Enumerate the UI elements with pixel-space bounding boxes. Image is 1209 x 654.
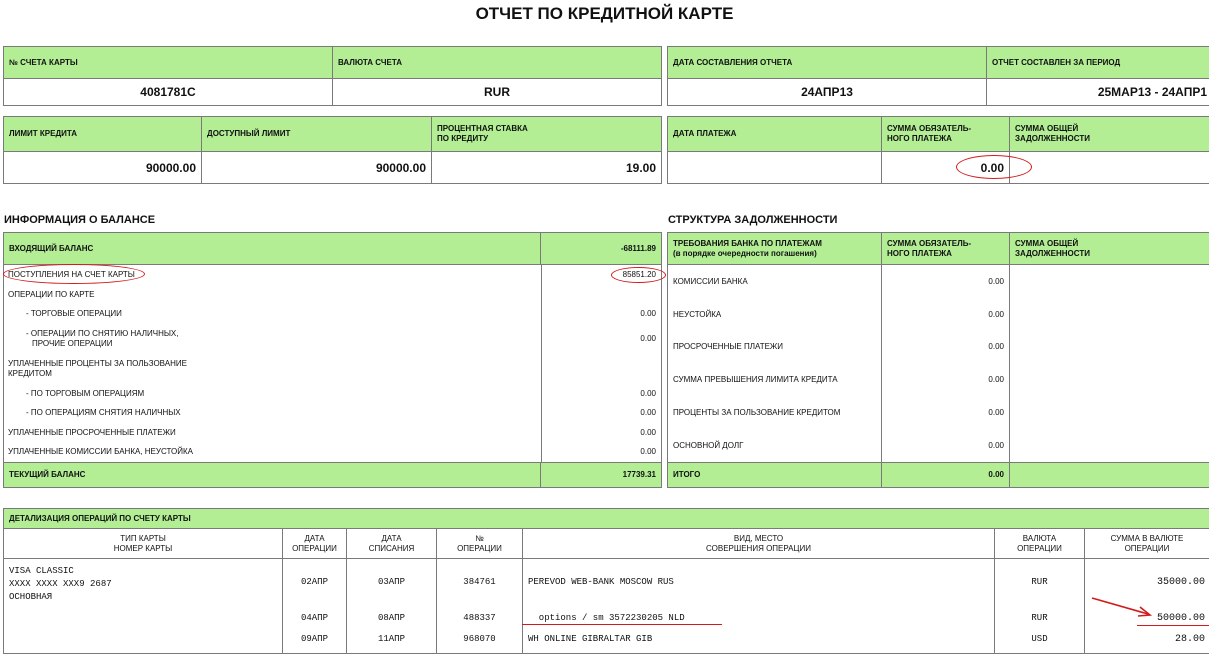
page-title: ОТЧЕТ ПО КРЕДИТНОЙ КАРТЕ bbox=[0, 4, 1209, 24]
op-date: 02АПР bbox=[283, 577, 346, 587]
report-date-value: 24АПР13 bbox=[668, 79, 987, 106]
card-number: XXXX XXXX XXX9 2687 bbox=[9, 578, 277, 591]
debt-row-label: ПРОЦЕНТЫ ЗА ПОЛЬЗОВАНИЕ КРЕДИТОМ bbox=[673, 408, 840, 418]
writeoff-date: 08АПР bbox=[347, 613, 436, 623]
mandatory-payment-label: СУММА ОБЯЗАТЕЛЬ- НОГО ПЛАТЕЖА bbox=[882, 117, 1010, 152]
interest-cash-label: - ПО ОПЕРАЦИЯМ СНЯТИЯ НАЛИЧНЫХ bbox=[26, 408, 181, 418]
annotation-underline-amount bbox=[1137, 625, 1209, 626]
op-date: 04АПР bbox=[283, 613, 346, 623]
operations-table bbox=[3, 508, 1209, 654]
annotation-underline-description bbox=[522, 624, 722, 625]
debt-row-value: 0.00 bbox=[988, 441, 1004, 451]
op-amount: 50000.00 bbox=[1157, 613, 1205, 624]
card-kind: ОСНОВНАЯ bbox=[9, 591, 277, 604]
total-debt-label: СУММА ОБЩЕЙ ЗАДОЛЖЕННОСТИ bbox=[1010, 117, 1209, 152]
cash-ops-value: 0.00 bbox=[640, 334, 656, 344]
opening-balance-value: -68111.89 bbox=[541, 233, 662, 265]
payment-date-value bbox=[668, 152, 882, 184]
debt-row-value: 0.00 bbox=[988, 277, 1004, 287]
credit-limit-value: 90000.00 bbox=[4, 152, 202, 184]
debt-total-value: 0.00 bbox=[882, 463, 1010, 488]
op-amount: 28.00 bbox=[1175, 634, 1205, 645]
current-balance-value: 17739.31 bbox=[541, 463, 662, 488]
account-currency-value: RUR bbox=[333, 79, 662, 106]
op-description: WH ONLINE GIBRALTAR GIB bbox=[528, 634, 652, 644]
op-number: 384761 bbox=[437, 577, 522, 587]
card-info-cell bbox=[4, 559, 283, 654]
op-description: PEREVOD WEB-BANK MOSCOW RUS bbox=[528, 577, 674, 587]
payment-date-label: ДАТА ПЛАТЕЖА bbox=[668, 117, 882, 152]
total-debt-value bbox=[1010, 152, 1209, 184]
operations-section-title: ДЕТАЛИЗАЦИЯ ОПЕРАЦИЙ ПО СЧЕТУ КАРТЫ bbox=[4, 509, 1209, 529]
available-limit-value: 90000.00 bbox=[202, 152, 432, 184]
debt-row-label: ПРОСРОЧЕННЫЕ ПЛАТЕЖИ bbox=[673, 342, 783, 352]
debt-row-label: КОМИССИИ БАНКА bbox=[673, 277, 748, 287]
overdue-paid-value: 0.00 bbox=[640, 428, 656, 438]
interest-trade-value: 0.00 bbox=[640, 389, 656, 399]
fees-paid-label: УПЛАЧЕННЫЕ КОМИССИИ БАНКА, НЕУСТОЙКА bbox=[8, 447, 193, 457]
op-currency: RUR bbox=[995, 577, 1084, 587]
trade-ops-value: 0.00 bbox=[640, 309, 656, 319]
op-header-opdate: ДАТА ОПЕРАЦИИ bbox=[283, 529, 347, 559]
report-period-label: ОТЧЕТ СОСТАВЛЕН ЗА ПЕРИОД bbox=[987, 47, 1209, 79]
interest-cash-value: 0.00 bbox=[640, 408, 656, 418]
debt-row-label: СУММА ПРЕВЫШЕНИЯ ЛИМИТА КРЕДИТА bbox=[673, 375, 838, 385]
op-description: options / sm 3572230205 NLD bbox=[528, 613, 685, 623]
report-period-value: 25МАР13 - 24АПР1 bbox=[987, 79, 1209, 106]
debt-total-col-cell bbox=[1010, 265, 1209, 463]
balance-section-title: ИНФОРМАЦИЯ О БАЛАНСЕ bbox=[4, 214, 155, 226]
interest-paid-label-2: КРЕДИТОМ bbox=[8, 369, 52, 379]
debt-total-label: ИТОГО bbox=[668, 463, 882, 488]
balance-table bbox=[3, 232, 662, 488]
payment-table bbox=[667, 116, 1209, 184]
report-date-label: ДАТА СОСТАВЛЕНИЯ ОТЧЕТА bbox=[668, 47, 987, 79]
op-number: 968070 bbox=[437, 634, 522, 644]
card-ops-label: ОПЕРАЦИИ ПО КАРТЕ bbox=[8, 290, 94, 300]
account-number-value: 4081781С bbox=[4, 79, 333, 106]
debt-row-value: 0.00 bbox=[988, 375, 1004, 385]
debt-row-label: ОСНОВНОЙ ДОЛГ bbox=[673, 441, 743, 451]
incoming-label: ПОСТУПЛЕНИЯ НА СЧЕТ КАРТЫ bbox=[8, 270, 135, 280]
debt-row-value: 0.00 bbox=[988, 408, 1004, 418]
op-header-cur: ВАЛЮТА ОПЕРАЦИИ bbox=[995, 529, 1085, 559]
opening-balance-label: ВХОДЯЩИЙ БАЛАНС bbox=[4, 233, 541, 265]
debt-labels-cell bbox=[668, 265, 882, 463]
available-limit-label: ДОСТУПНЫЙ ЛИМИТ bbox=[202, 117, 432, 152]
trade-ops-label: - ТОРГОВЫЕ ОПЕРАЦИИ bbox=[26, 309, 122, 319]
card-type: VISA CLASSIC bbox=[9, 565, 277, 578]
op-number: 488337 bbox=[437, 613, 522, 623]
debt-row-label: НЕУСТОЙКА bbox=[673, 310, 721, 320]
overdue-paid-label: УПЛАЧЕННЫЕ ПРОСРОЧЕННЫЕ ПЛАТЕЖИ bbox=[8, 428, 176, 438]
debt-col2-header: СУММА ОБЯЗАТЕЛЬ- НОГО ПЛАТЕЖА bbox=[882, 233, 1010, 265]
op-amount: 35000.00 bbox=[1157, 577, 1205, 588]
interest-rate-value: 19.00 bbox=[432, 152, 662, 184]
interest-paid-label-1: УПЛАЧЕННЫЕ ПРОЦЕНТЫ ЗА ПОЛЬЗОВАНИЕ bbox=[8, 359, 187, 369]
cash-ops-label-1: - ОПЕРАЦИИ ПО СНЯТИЮ НАЛИЧНЫХ, bbox=[26, 329, 178, 339]
op-date: 09АПР bbox=[283, 634, 346, 644]
mandatory-payment-value: 0.00 bbox=[882, 152, 1010, 184]
debt-values-cell bbox=[882, 265, 1010, 463]
fees-paid-value: 0.00 bbox=[640, 447, 656, 457]
annotation-arrow-icon bbox=[1088, 594, 1158, 622]
debt-row-value: 0.00 bbox=[988, 310, 1004, 320]
credit-limit-label: ЛИМИТ КРЕДИТА bbox=[4, 117, 202, 152]
debt-total-empty bbox=[1010, 463, 1209, 488]
account-info-table bbox=[3, 46, 662, 106]
op-header-num: № ОПЕРАЦИИ bbox=[437, 529, 523, 559]
debt-col3-header: СУММА ОБЩЕЙ ЗАДОЛЖЕННОСТИ bbox=[1010, 233, 1209, 265]
op-header-desc: ВИД, МЕСТО СОВЕРШЕНИЯ ОПЕРАЦИИ bbox=[523, 529, 995, 559]
cash-ops-label-2: ПРОЧИЕ ОПЕРАЦИИ bbox=[32, 339, 112, 349]
writeoff-date: 11АПР bbox=[347, 634, 436, 644]
debt-section-title: СТРУКТУРА ЗАДОЛЖЕННОСТИ bbox=[668, 214, 837, 226]
op-header-amt: СУММА В ВАЛЮТЕ ОПЕРАЦИИ bbox=[1085, 529, 1209, 559]
op-header-card: ТИП КАРТЫ НОМЕР КАРТЫ bbox=[4, 529, 283, 559]
op-currency: RUR bbox=[995, 613, 1084, 623]
account-number-label: № СЧЕТА КАРТЫ bbox=[4, 47, 333, 79]
debt-row-value: 0.00 bbox=[988, 342, 1004, 352]
incoming-value: 85851.20 bbox=[623, 270, 656, 280]
debt-col1-header: ТРЕБОВАНИЯ БАНКА ПО ПЛАТЕЖАМ (в порядке очередности погашения) bbox=[668, 233, 882, 265]
op-currency: USD bbox=[995, 634, 1084, 644]
writeoff-date: 03АПР bbox=[347, 577, 436, 587]
interest-rate-label: ПРОЦЕНТНАЯ СТАВКА ПО КРЕДИТУ bbox=[432, 117, 662, 152]
current-balance-label: ТЕКУЩИЙ БАЛАНС bbox=[4, 463, 541, 488]
account-currency-label: ВАЛЮТА СЧЕТА bbox=[333, 47, 662, 79]
debt-table bbox=[667, 232, 1209, 488]
report-info-table bbox=[667, 46, 1209, 106]
interest-trade-label: - ПО ТОРГОВЫМ ОПЕРАЦИЯМ bbox=[26, 389, 144, 399]
op-header-wdate: ДАТА СПИСАНИЯ bbox=[347, 529, 437, 559]
limits-table bbox=[3, 116, 662, 184]
